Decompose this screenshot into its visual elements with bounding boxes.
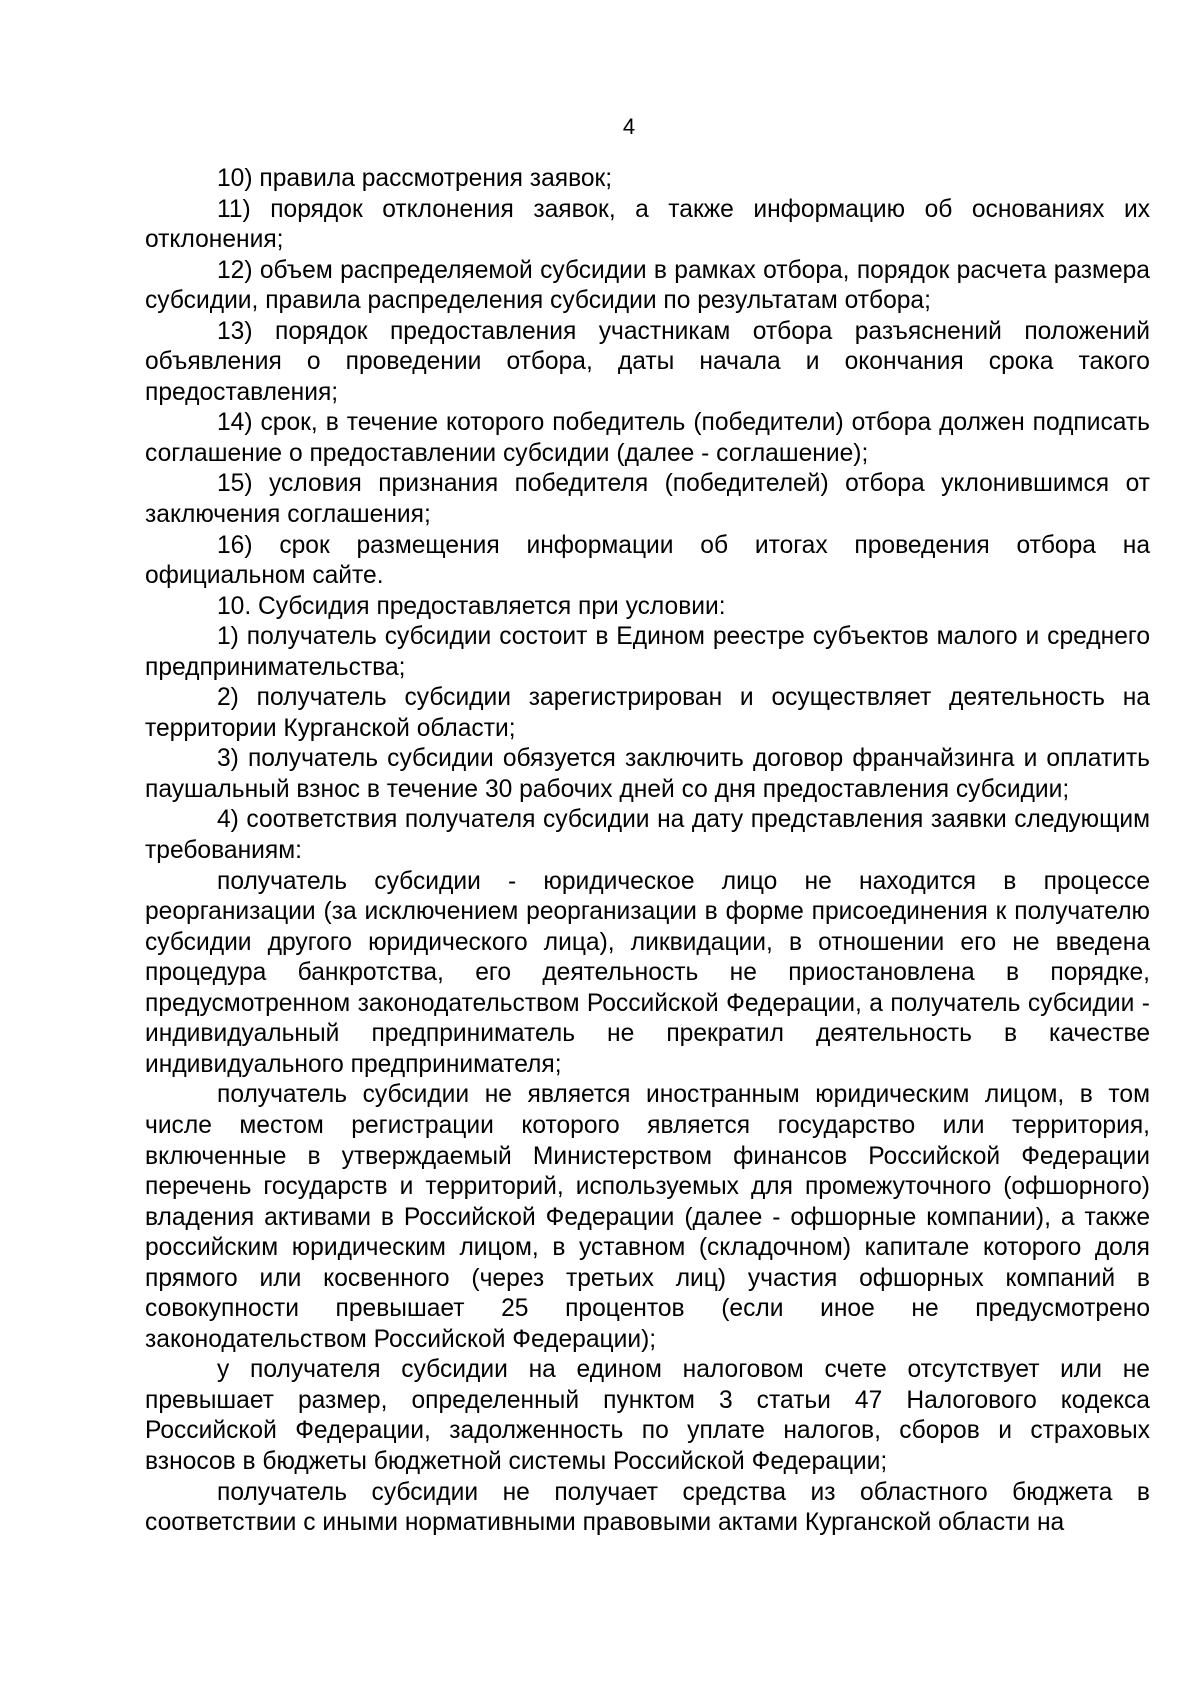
document-body	[145, 164, 1150, 1539]
condition-4: 4) соответствия получателя субсидии на дату представления заявки следующим требованиям:	[145, 806, 1150, 865]
paragraph-item-13: 13) порядок предоставления участникам отбора разъяснений положений объявления о проведении отбора, даты начала и окончания срока такого предоставления;	[145, 317, 1150, 406]
paragraph-item-14: 14) срок, в течение которого победитель (победители) отбора должен подписать соглашение о предоставлении субсидии (далее - соглашение);	[145, 409, 1150, 467]
paragraph-item-12: 12) объем распределяемой субсидии в рамках отбора, порядок расчета размера субсидии, правила распределения субсидии по результатам отбора;	[145, 256, 1150, 315]
paragraph-item-15: 15) условия признания победителя (победителей) отбора уклонившимся от заключения соглашения;	[145, 470, 1150, 529]
requirement-tax-debt: у получателя субсидии на едином налоговом счете отсутствует или не превышает размер, определенный пунктом 3 статьи 47 Налогового кодекса Российской Федерации, задолженность по уплате налогов, сборов и страховых взносов в бюджеты бюджетной системы Российской Федерации;	[145, 1356, 1150, 1475]
requirement-offshore: получатель субсидии не является иностранным юридическим лицом, в том числе местом регистрации которого является государство или территория, включенные в утверждаемый Министерством финансов Российской Федерации перечень государств и территорий, используемых для промежуточного (офшорного) владения активами в Российской Федерации (далее - офшорные компании), а также российским юридическим лицом, в уставном (складочном) капитале которого доля прямого или косвенного (через третьих лиц) участия офшорных компаний в совокупности превышает 25 процентов (если иное не предусмотрено законодательством Российской Федерации);	[145, 1081, 1150, 1353]
page-number: 4	[622, 114, 636, 139]
condition-1: 1) получатель субсидии состоит в Едином реестре субъектов малого и среднего предпринимательства;	[145, 623, 1150, 681]
requirement-reorganization: получатель субсидии - юридическое лицо не находится в процессе реорганизации (за исключением реорганизации в форме присоединения к получателю субсидии другого юридического лица), ликвидации, в отношении его не введена процедура банкротства, его деятельность не приостановлена в порядке, предусмотренном законодательством Российской Федерации, а получатель субсидии - индивидуальный предприниматель не прекратил деятельность в качестве индивидуального предпринимателя;	[145, 867, 1150, 1078]
section-10-heading: 10. Субсидия предоставляется при условии:	[217, 592, 726, 620]
paragraph-item-11: 11) порядок отклонения заявок, а также информацию об основаниях их отклонения;	[145, 195, 1150, 254]
paragraph-item-16: 16) срок размещения информации об итогах проведения отбора на официальном сайте.	[145, 531, 1150, 590]
requirement-regional-funds: получатель субсидии не получает средства из областного бюджета в соответствии с иными нормативными правовыми актами Курганской области на	[145, 1478, 1150, 1537]
condition-2: 2) получатель субсидии зарегистрирован и осуществляет деятельность на территории Курганской области;	[145, 684, 1150, 742]
paragraph-item-10: 10) правила рассмотрения заявок;	[217, 165, 613, 192]
condition-3: 3) получатель субсидии обязуется заключить договор франчайзинга и оплатить паушальный взнос в течение 30 рабочих дней со дня предоставления субсидии;	[145, 745, 1150, 803]
